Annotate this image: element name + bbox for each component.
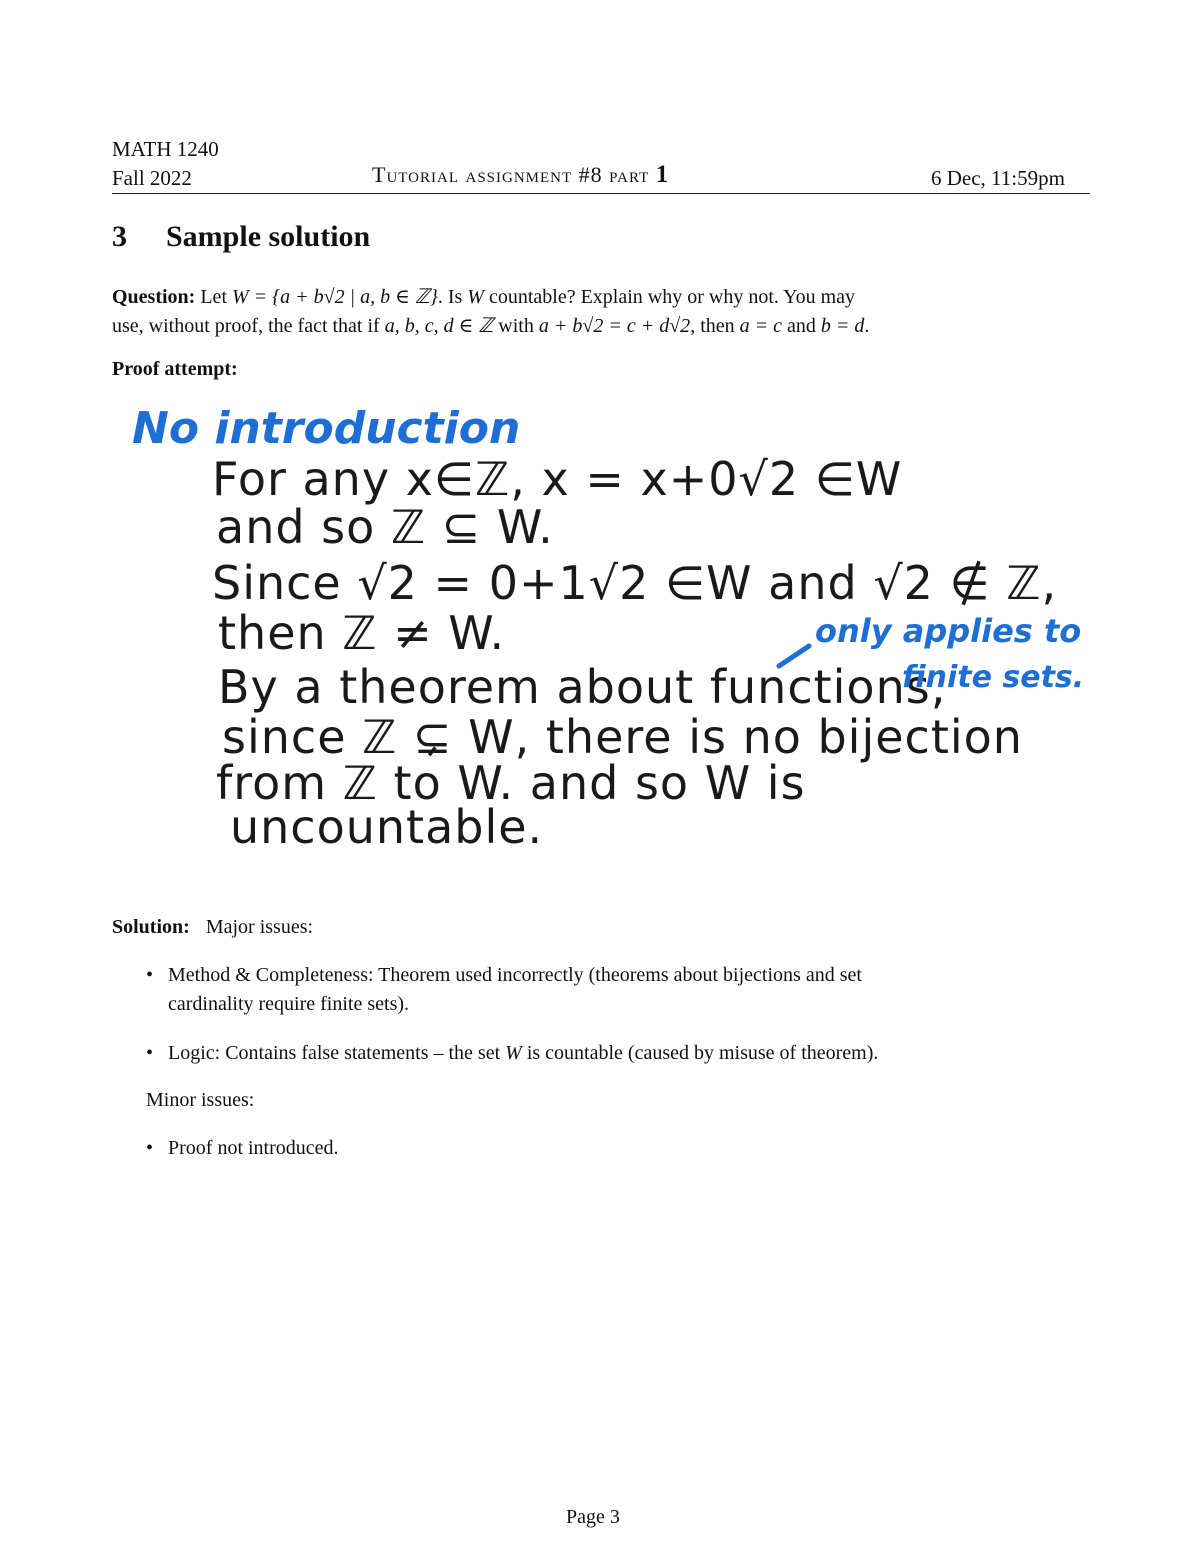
major-issue-logic: Logic: Contains false statements – the set: [168, 1042, 501, 1064]
major-issues-label: Major issues:: [205, 916, 314, 938]
annotation-arrow-stroke: [775, 640, 815, 670]
question-text: with: [498, 315, 534, 337]
assignment-title-text: Tutorial assignment #8 part: [372, 162, 650, 187]
course-code: MATH 1240: [112, 137, 219, 161]
header-rule: [112, 193, 1090, 194]
due-date: 6 Dec, 11:59pm: [931, 166, 1065, 190]
handwriting-line-8: uncountable.: [230, 800, 544, 854]
math-var: W: [467, 286, 484, 308]
math-vars: a, b, c, d ∈ ℤ: [384, 315, 494, 337]
minor-issues-label: Minor issues:: [146, 1089, 255, 1111]
question-line-1: [112, 283, 1092, 312]
section-number: 3: [112, 220, 127, 253]
major-issue-method-line-2: cardinality require finite sets).: [168, 993, 410, 1015]
handwriting-line-4: then ℤ ≠ W.: [218, 606, 506, 660]
handwriting-line-6: since ℤ ⊊ W, there is no bijection: [222, 710, 1023, 764]
solution-label: Solution:: [112, 916, 190, 938]
question-block: [112, 283, 1092, 341]
solution-heading: [112, 913, 313, 942]
handwriting-line-3: Since √2 = 0+1√2 ∈W and √2 ∉ ℤ,: [212, 556, 1058, 610]
list-item: [146, 1039, 1092, 1068]
question-label: Question:: [112, 286, 196, 308]
list-item: • Proof not introduced.: [146, 1134, 339, 1163]
annotation-finite-sets: finite sets.: [902, 660, 1085, 695]
question-text: countable? Explain why or why not. You may: [488, 286, 856, 308]
question-text: . Is: [437, 286, 463, 308]
handwriting-line-5: By a theorem about functions,: [218, 660, 947, 714]
math-equation: a + b√2 = c + d√2: [538, 315, 691, 337]
question-text: and: [787, 315, 816, 337]
handwriting-line-1: For any x∈ℤ, x = x+0√2 ∈W: [212, 452, 903, 506]
minor-issues-list: [146, 1134, 339, 1163]
term: Fall 2022: [112, 166, 192, 190]
question-text: Let: [200, 286, 227, 308]
question-text: , then: [690, 315, 735, 337]
page-number: Page 3: [566, 1506, 620, 1528]
math-var: W: [505, 1042, 522, 1064]
question-line-2: [112, 312, 1092, 341]
question-text: use, without proof, the fact that if: [112, 315, 380, 337]
major-issue-logic-cont: is countable (caused by misuse of theorem).: [526, 1042, 879, 1064]
annotation-only-applies: only applies to: [815, 612, 1082, 650]
list-item: [146, 961, 1092, 1019]
proof-attempt-label: [112, 355, 238, 384]
question-text: .: [864, 315, 870, 337]
major-issue-method-line-1: • Method & Completeness: Theorem used incorrectly (theorems about bijections and set: [168, 964, 862, 986]
math-equation: a = c: [739, 315, 782, 337]
handwriting-line-7: from ℤ to W. and so W is: [216, 756, 806, 810]
math-equation: b = d: [820, 315, 865, 337]
assignment-part-number: 1: [655, 161, 670, 188]
section-title: Sample solution: [166, 220, 371, 253]
section-heading: [112, 220, 370, 254]
set-definition: W = {a + b√2 | a, b ∈ ℤ}: [232, 286, 438, 308]
handwriting-line-2: and so ℤ ⊆ W.: [216, 500, 554, 554]
major-issues-list: [146, 961, 1092, 1068]
proof-label-text: Proof attempt:: [112, 358, 238, 380]
assignment-title: [372, 161, 669, 189]
annotation-no-introduction: No introduction: [132, 403, 521, 454]
